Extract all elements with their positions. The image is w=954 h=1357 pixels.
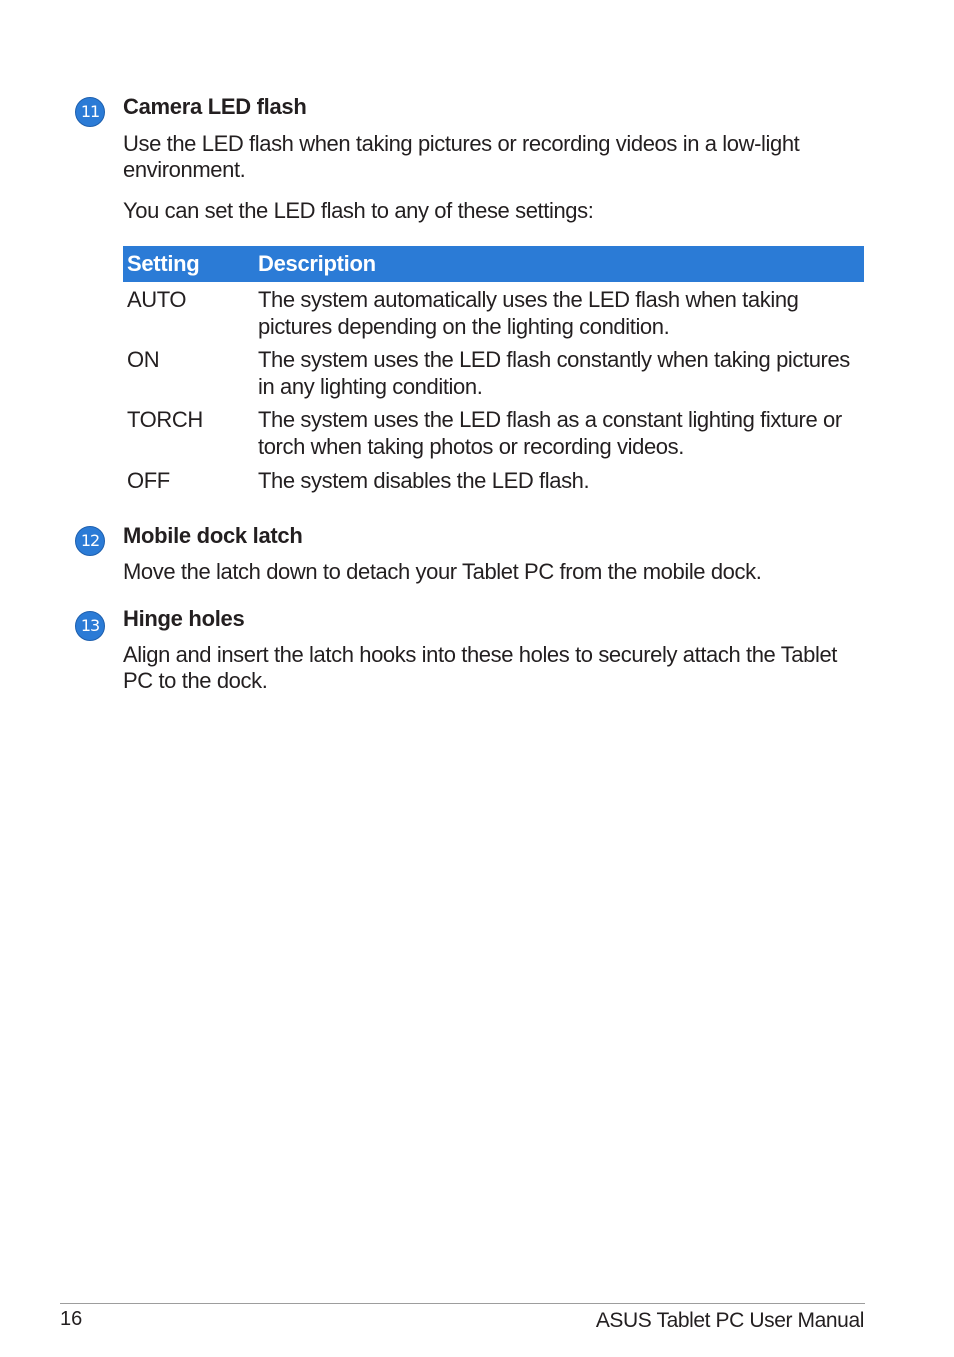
number-badge-11: 11 xyxy=(75,97,105,127)
number-badge-12: 12 xyxy=(75,526,105,556)
section-paragraph: You can set the LED flash to any of these settings: xyxy=(123,198,594,223)
table-cell-setting: TORCH xyxy=(127,407,203,432)
section-heading-hinge-holes: Hinge holes xyxy=(123,606,245,631)
section-heading-camera-led-flash: Camera LED flash xyxy=(123,94,307,119)
section-heading-mobile-dock-latch: Mobile dock latch xyxy=(123,523,303,548)
footer-divider xyxy=(60,1303,865,1304)
table-header-row xyxy=(123,246,864,282)
table-cell-description: The system disables the LED flash. xyxy=(258,468,590,493)
led-flash-settings-table xyxy=(123,246,864,493)
manual-title: ASUS Tablet PC User Manual xyxy=(595,1309,864,1332)
section-paragraph: Move the latch down to detach your Tablet PC from the mobile dock. xyxy=(123,559,762,584)
table-cell-description: The system uses the LED flash constantly when taking pictures in any lighting condition. xyxy=(258,347,850,399)
table-header-description: Description xyxy=(258,251,376,276)
section-paragraph: Use the LED flash when taking pictures or recording videos in a low-light environment. xyxy=(123,131,800,182)
table-cell-setting: ON xyxy=(127,347,160,372)
number-badge-13: 13 xyxy=(75,611,105,641)
table-cell-description: The system automatically uses the LED flash when taking pictures depending on the lighting condition. xyxy=(258,287,799,339)
page-number: 16 xyxy=(60,1308,83,1330)
table-cell-setting: AUTO xyxy=(127,287,187,312)
table-cell-setting: OFF xyxy=(127,468,170,493)
section-paragraph: Align and insert the latch hooks into these holes to securely attach the Tablet PC to the dock. xyxy=(123,642,838,693)
table-cell-description: The system uses the LED flash as a constant lighting fixture or torch when taking photos or recording videos. xyxy=(258,407,842,459)
table-header-setting: Setting xyxy=(127,251,200,276)
